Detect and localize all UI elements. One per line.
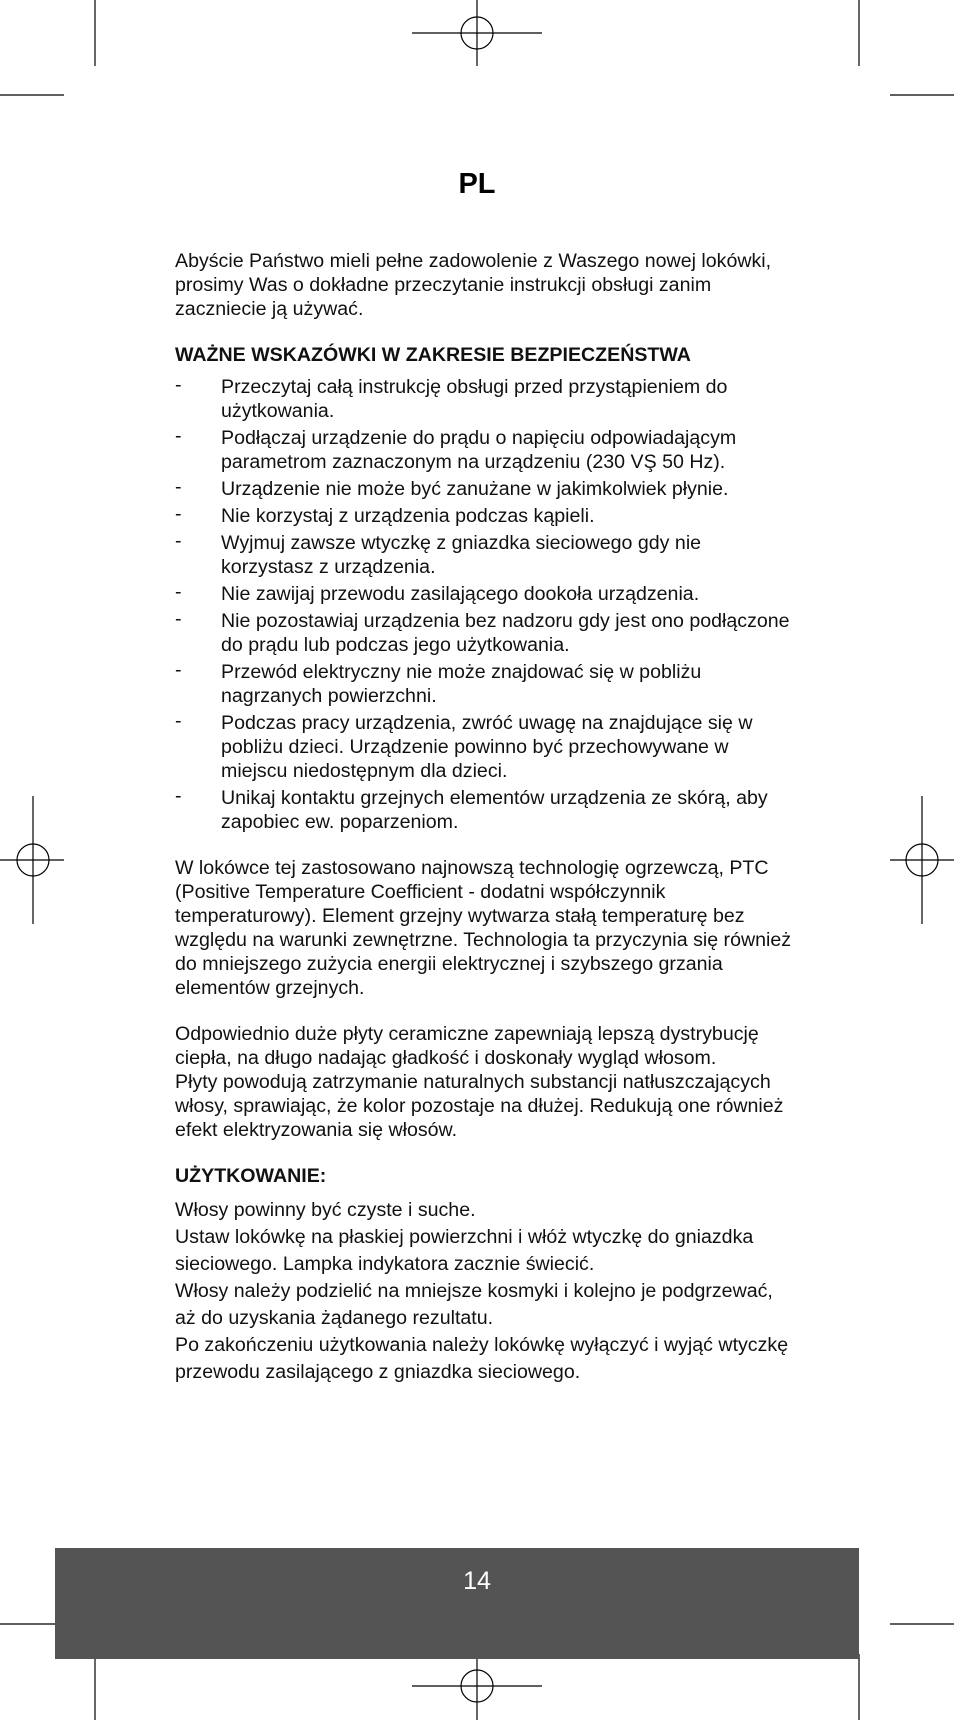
safety-item-text: Nie pozostawiaj urządzenia bez nadzoru gdy jest ono podłączone do prądu lub podczas jego użytkowania. [221,610,790,656]
ceramic-paragraph: Odpowiednio duże płyty ceramiczne zapewniają lepszą dystrybucję ciepła, na długo nadając gładkość i doskonały wygląd włosom. [175,1023,759,1069]
safety-item-text: Przewód elektryczny nie może znajdować się w pobliżu nagrzanych powierzchni. [221,661,702,707]
bullet-dash: - [175,785,182,807]
safety-item-text: Urządzenie nie może być zanużane w jakimkolwiek płynie. [221,478,729,500]
page-number: 14 [463,1567,491,1595]
safety-heading: WAŻNE WSKAZÓWKI W ZAKRESIE BEZPIECZEŃSTWA [175,344,691,366]
registration-target-left [0,796,64,924]
safety-item-text: Przeczytaj całą instrukcję obsługi przed przystąpieniem do użytkowania. [221,376,728,422]
bullet-dash: - [175,374,182,396]
safety-list [175,375,795,834]
bullet-dash: - [175,476,182,498]
bullet-dash: - [175,425,182,447]
bullet-dash: - [175,503,182,525]
registration-target-top [412,0,542,66]
intro-paragraph: Abyście Państwo mieli pełne zadowolenie z Waszego nowej lokówki, prosimy Was o dokładne przeczytanie instrukcji obsługi zanim zaczniecie ją używać. [175,250,772,320]
usage-heading: UŻYTKOWANIE: [175,1165,327,1187]
registration-target-right [890,796,954,924]
ceramic-paragraph: Płyty powodują zatrzymanie naturalnych substancji natłuszczających włosy, sprawiając, że kolor pozostaje na dłużej. Redukują one również efekt elektryzowania się włosów. [175,1071,784,1141]
safety-item-text: Wyjmuj zawsze wtyczkę z gniazdka sieciowego gdy nie korzystasz z urządzenia. [221,532,702,578]
list-item [175,609,795,657]
safety-item-text: Unikaj kontaktu grzejnych elementów urządzenia ze skórą, aby zapobiec ew. poparzeniom. [221,787,768,833]
usage-line: Ustaw lokówkę na płaskiej powierzchni i włóż wtyczkę do gniazdka sieciowego. Lampka indykatora zacznie świecić. [175,1226,754,1275]
safety-item-text: Podczas pracy urządzenia, zwróć uwagę na znajdujące się w pobliżu dzieci. Urządzenie powinno być przechowywane w miejscu niedostępnym dla dzieci. [221,712,753,782]
list-item [175,582,795,606]
bullet-dash: - [175,608,182,630]
bullet-dash: - [175,530,182,552]
manual-content [175,249,795,1386]
safety-item-text: Nie korzystaj z urządzenia podczas kąpieli. [221,505,595,527]
usage-line: Po zakończeniu użytkowania należy lokówkę wyłączyć i wyjąć wtyczkę przewodu zasilającego z gniazdka sieciowego. [175,1334,789,1383]
safety-item-text: Nie zawijaj przewodu zasilającego dookoła urządzenia. [221,583,700,605]
bullet-dash: - [175,581,182,603]
list-item [175,477,795,501]
language-heading: PL [458,168,496,200]
bullet-dash: - [175,659,182,681]
list-item [175,711,795,783]
registration-target-bottom [412,1654,542,1720]
list-item [175,426,795,474]
usage-line: Włosy należy podzielić na mniejsze kosmyki i kolejno je podgrzewać, aż do uzyskania żądanego rezultatu. [175,1280,773,1329]
list-item [175,504,795,528]
list-item [175,375,795,423]
list-item [175,786,795,834]
usage-line: Włosy powinny być czyste i suche. [175,1199,476,1221]
list-item [175,531,795,579]
bullet-dash: - [175,710,182,732]
technology-paragraph: W lokówce tej zastosowano najnowszą technologię ogrzewczą, PTC (Positive Temperature Coefficient - dodatni współczynnik temperaturowy). Element grzejny wytwarza stałą temperaturę bez względu na warunki zewnętrzne. Technologia ta przyczynia się również do mniejszego zużycia energii elektrycznej i szybszego grzania elementów grzejnych. [175,857,792,999]
usage-section [175,1197,795,1386]
footer-bar [55,1548,859,1659]
list-item [175,660,795,708]
safety-item-text: Podłączaj urządzenie do prądu o napięciu odpowiadającym parametrom zaznaczonym na urządzeniu (230 VŞ 50 Hz). [221,427,737,473]
